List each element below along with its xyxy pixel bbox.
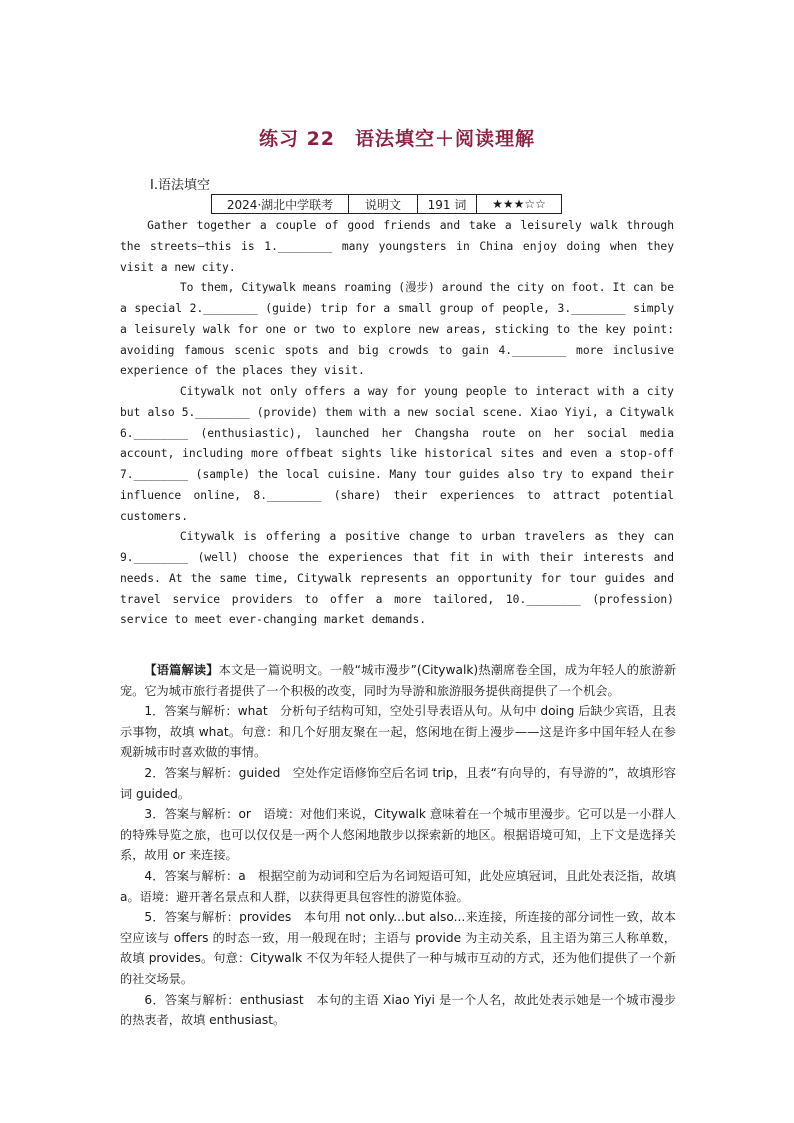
answer-1: 1．答案与解析：what 分析句子结构可知，空处引导表语从句。从句中 doing 后缺少宾语，且表示事物，故填 what。句意：和几个好朋友聚在一起，悠闲地在街上漫步——这是许多中国年轻人在参观新城市时喜欢做的事情。: [120, 704, 676, 760]
passage-paragraph-3: Citywalk not only offers a way for young people to interact with a city but also 5.________ (provide) them with a new social scene. Xiao Yiyi, a Citywalk 6.________ (enthusiastic), launched her Changsha route on her social media account, including more offbeat sights like historical sites and even a stop-off 7.________ (sample) the local cuisine. Many tour guides also try to expand their influence online, 8.________ (share) their experiences to attract potential customers.: [120, 385, 674, 523]
word-count-cell: 191 词: [418, 195, 477, 214]
genre-cell: 说明文: [349, 195, 418, 214]
passage-paragraph-4: Citywalk is offering a positive change to urban travelers as they can 9.________ (well) choose the experiences that fit in with their interests and needs. At the same time, Citywalk represents an opportunity for tour guides and travel service providers to offer a more tailored, 10.________ (profession) service to meet ever-changing market demands.: [120, 530, 674, 627]
answer-6: 6．答案与解析：enthusiast 本句的主语 Xiao Yiyi 是一个人名，故此处表示她是一个城市漫步的热衷者，故填 enthusiast。: [120, 992, 676, 1028]
discourse-label: 【语篇解读】: [144, 663, 219, 677]
difficulty-cell: ★★★☆☆: [477, 195, 562, 214]
discourse-text: 本文是一篇说明文。一般“城市漫步”(Citywalk)热潮席卷全国，成为年轻人的旅游新宠。它为城市旅行者提供了一个积极的改变，同时为导游和旅游服务提供商提供了一个机会。: [120, 663, 677, 698]
passage-info-table: [211, 194, 562, 214]
answer-3: 3．答案与解析：or 语境：对他们来说，Citywalk 意味着在一个城市里漫步。它可以是一小群人的特殊导览之旅，也可以仅仅是一两个人悠闲地散步以探索新的地区。根据语境可知，上下文是选择关系，故用 or 来连接。: [120, 807, 676, 863]
cloze-passage: [120, 216, 674, 631]
section-heading: Ⅰ.语法填空: [150, 178, 210, 193]
passage-paragraph-1: Gather together a couple of good friends and take a leisurely walk through the streets—this is 1.________ many youngsters in China enjoy doing when they visit a new city.: [120, 219, 674, 274]
discourse-reading: [120, 660, 676, 701]
answer-analysis: [120, 660, 676, 1031]
answer-5: 5．答案与解析：provides 本句用 not only...but also...来连接，所连接的部分词性一致，故本空应该与 offers 的时态一致，用一般现在时；主语与 provide 为主动关系，且主语为第三人称单数，故填 provides。句意：Citywalk 不仅为年轻人提供了一种与城市互动的方式，还为他们提供了一个新的社交场景。: [120, 910, 676, 986]
page-title: 练习 22 语法填空＋阅读理解: [258, 128, 536, 150]
answer-2: 2．答案与解析：guided 空处作定语修饰空后名词 trip，且表“有向导的，有导游的”，故填形容词 guided。: [120, 765, 676, 801]
passage-paragraph-2: To them, Citywalk means roaming (漫步) around the city on foot. It can be a special 2.________ (guide) trip for a small group of people, 3.________ simply a leisurely walk for one or two to explore new areas, sticking to the key point: avoiding famous scenic spots and big crowds to gain 4.________ more inclusive experience of the places they visit.: [120, 281, 674, 378]
source-cell: 2024·湖北中学联考: [212, 195, 349, 214]
answer-4: 4．答案与解析：a 根据空前为动词和空后为名词短语可知，此处应填冠词，且此处表泛指，故填 a。语境：避开著名景点和人群，以获得更具包容性的游览体验。: [120, 868, 676, 904]
